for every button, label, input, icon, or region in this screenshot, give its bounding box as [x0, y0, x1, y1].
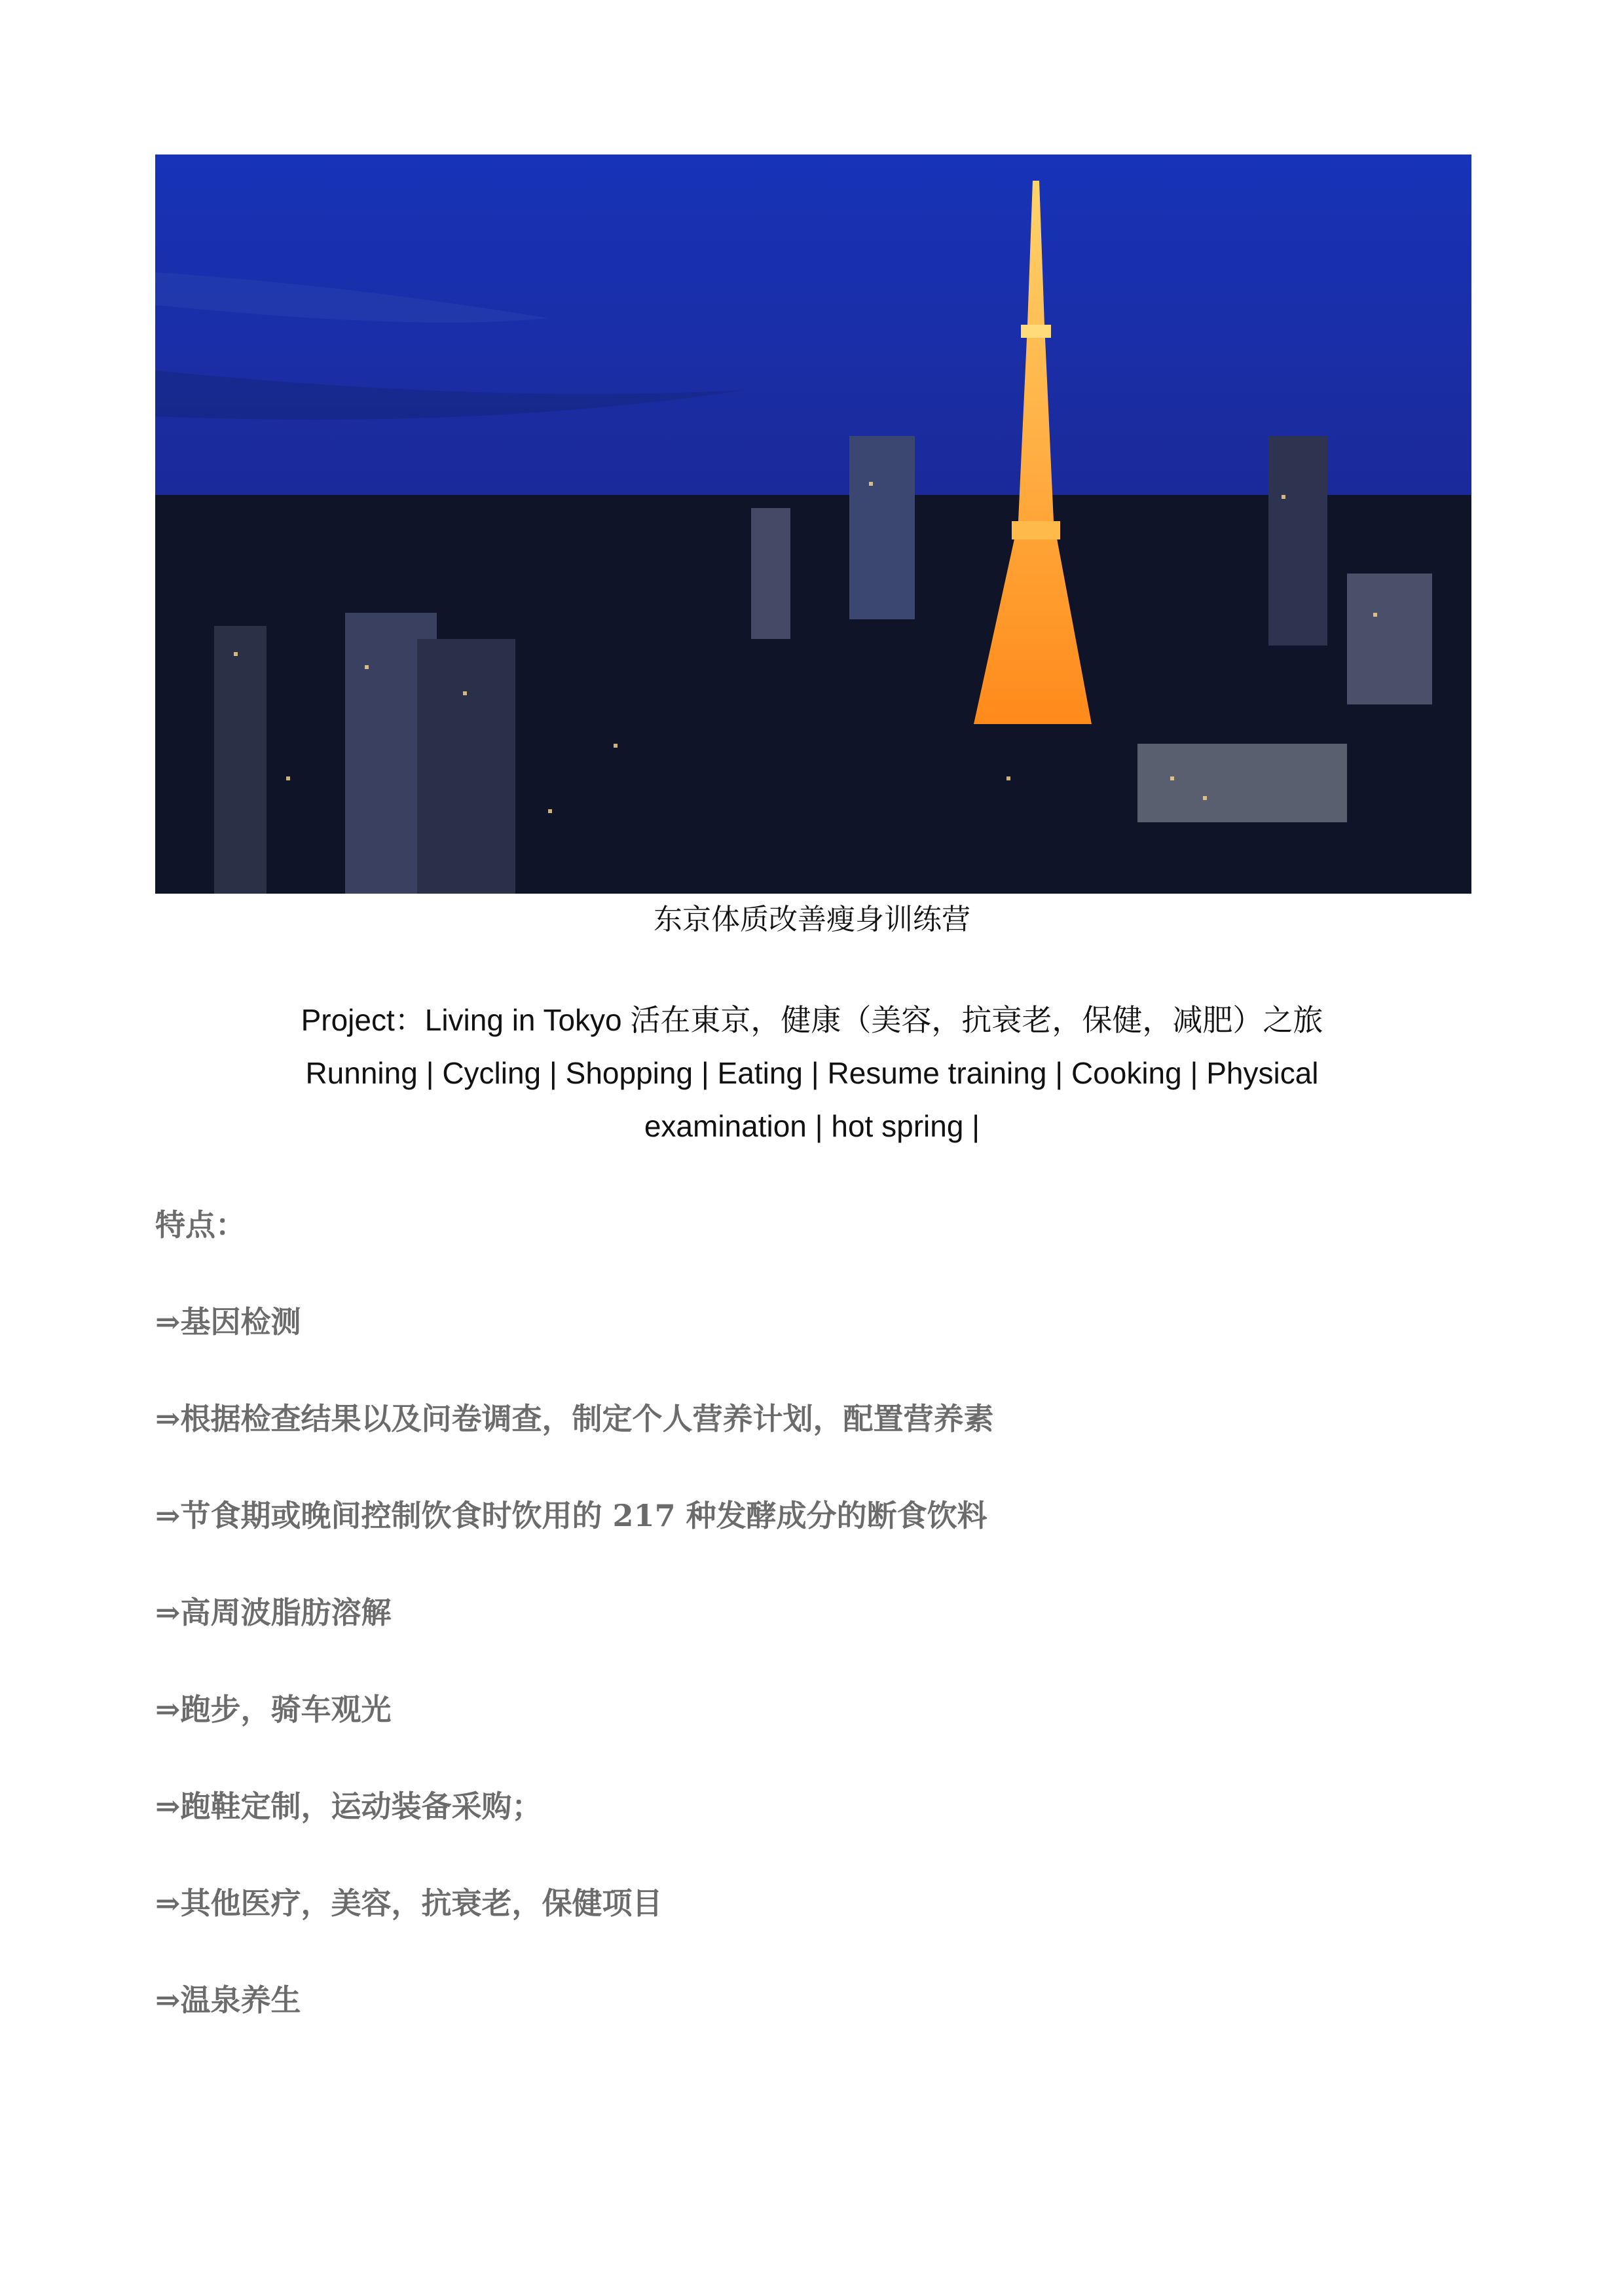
activity-list: Running | Cycling | Shopping | Eating | Resume training | Cooking | Physical	[305, 1056, 1319, 1090]
project-title: Project：Living in Tokyo 活在東京，健康（美容，抗衰老，保健，减肥）之旅	[301, 1003, 1323, 1037]
feature-item: ⇒跑鞋定制，运动装备采购；	[155, 1789, 542, 1824]
photo-caption: 东京体质改善瘦身训练营	[654, 903, 970, 936]
feature-item: ⇒跑步，骑车观光	[155, 1692, 392, 1727]
project-summary	[196, 994, 1428, 1153]
feature-item: ⇒其他医疗，美容，抗衰老，保健项目	[155, 1886, 663, 1921]
tokyo-tower-night-photo	[155, 155, 1471, 894]
feature-item: ⇒温泉养生	[155, 1982, 301, 2018]
features-heading: 特点：	[155, 1207, 246, 1243]
activity-list-continued: examination | hot spring |	[644, 1109, 980, 1143]
feature-item: ⇒根据检查结果以及问卷调查，制定个人营养计划，配置营养素	[155, 1401, 994, 1436]
feature-item: ⇒高周波脂肪溶解	[155, 1595, 392, 1630]
feature-item: ⇒基因检测	[155, 1304, 301, 1339]
feature-item: ⇒节食期或晚间控制饮食时饮用的 217 种发酵成分的断食饮料	[155, 1498, 987, 1533]
